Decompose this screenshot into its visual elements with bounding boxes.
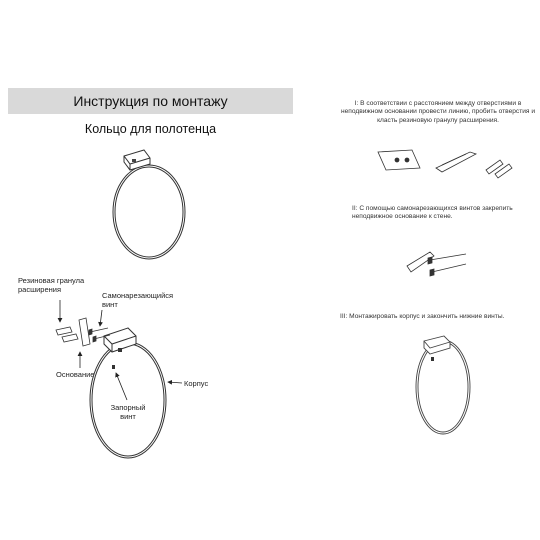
- step-2-text: II: С помощью самонарезающихся винтов закрепить неподвижное основание к стене.: [352, 205, 513, 221]
- label-lock-screw: Запорный винт: [110, 403, 146, 421]
- step-3-text: III: Монтажировать корпус и закончить нижние винты.: [340, 313, 505, 320]
- step-2-parts: [407, 252, 466, 276]
- label-screw: Самонарезающийся винт: [102, 291, 174, 309]
- step-1-parts: [378, 150, 512, 178]
- page-title: Инструкция по монтажу: [73, 93, 228, 109]
- step-1-text: I: В соответствии с расстоянием между отверстиями в неподвижном основании провести линию, пробить отверстия и класть резиновую гранулу расширения.: [340, 100, 536, 124]
- towel-ring-exploded: [90, 328, 166, 458]
- page-subtitle: Кольцо для полотенца: [84, 122, 217, 136]
- label-body: Корпус: [184, 379, 209, 388]
- step-3-ring: [416, 336, 470, 434]
- label-base: Основание: [56, 370, 95, 379]
- label-anchor: Резиновая гранула расширения: [18, 276, 85, 294]
- exploded-parts: [56, 318, 110, 346]
- towel-ring-top: [113, 150, 185, 259]
